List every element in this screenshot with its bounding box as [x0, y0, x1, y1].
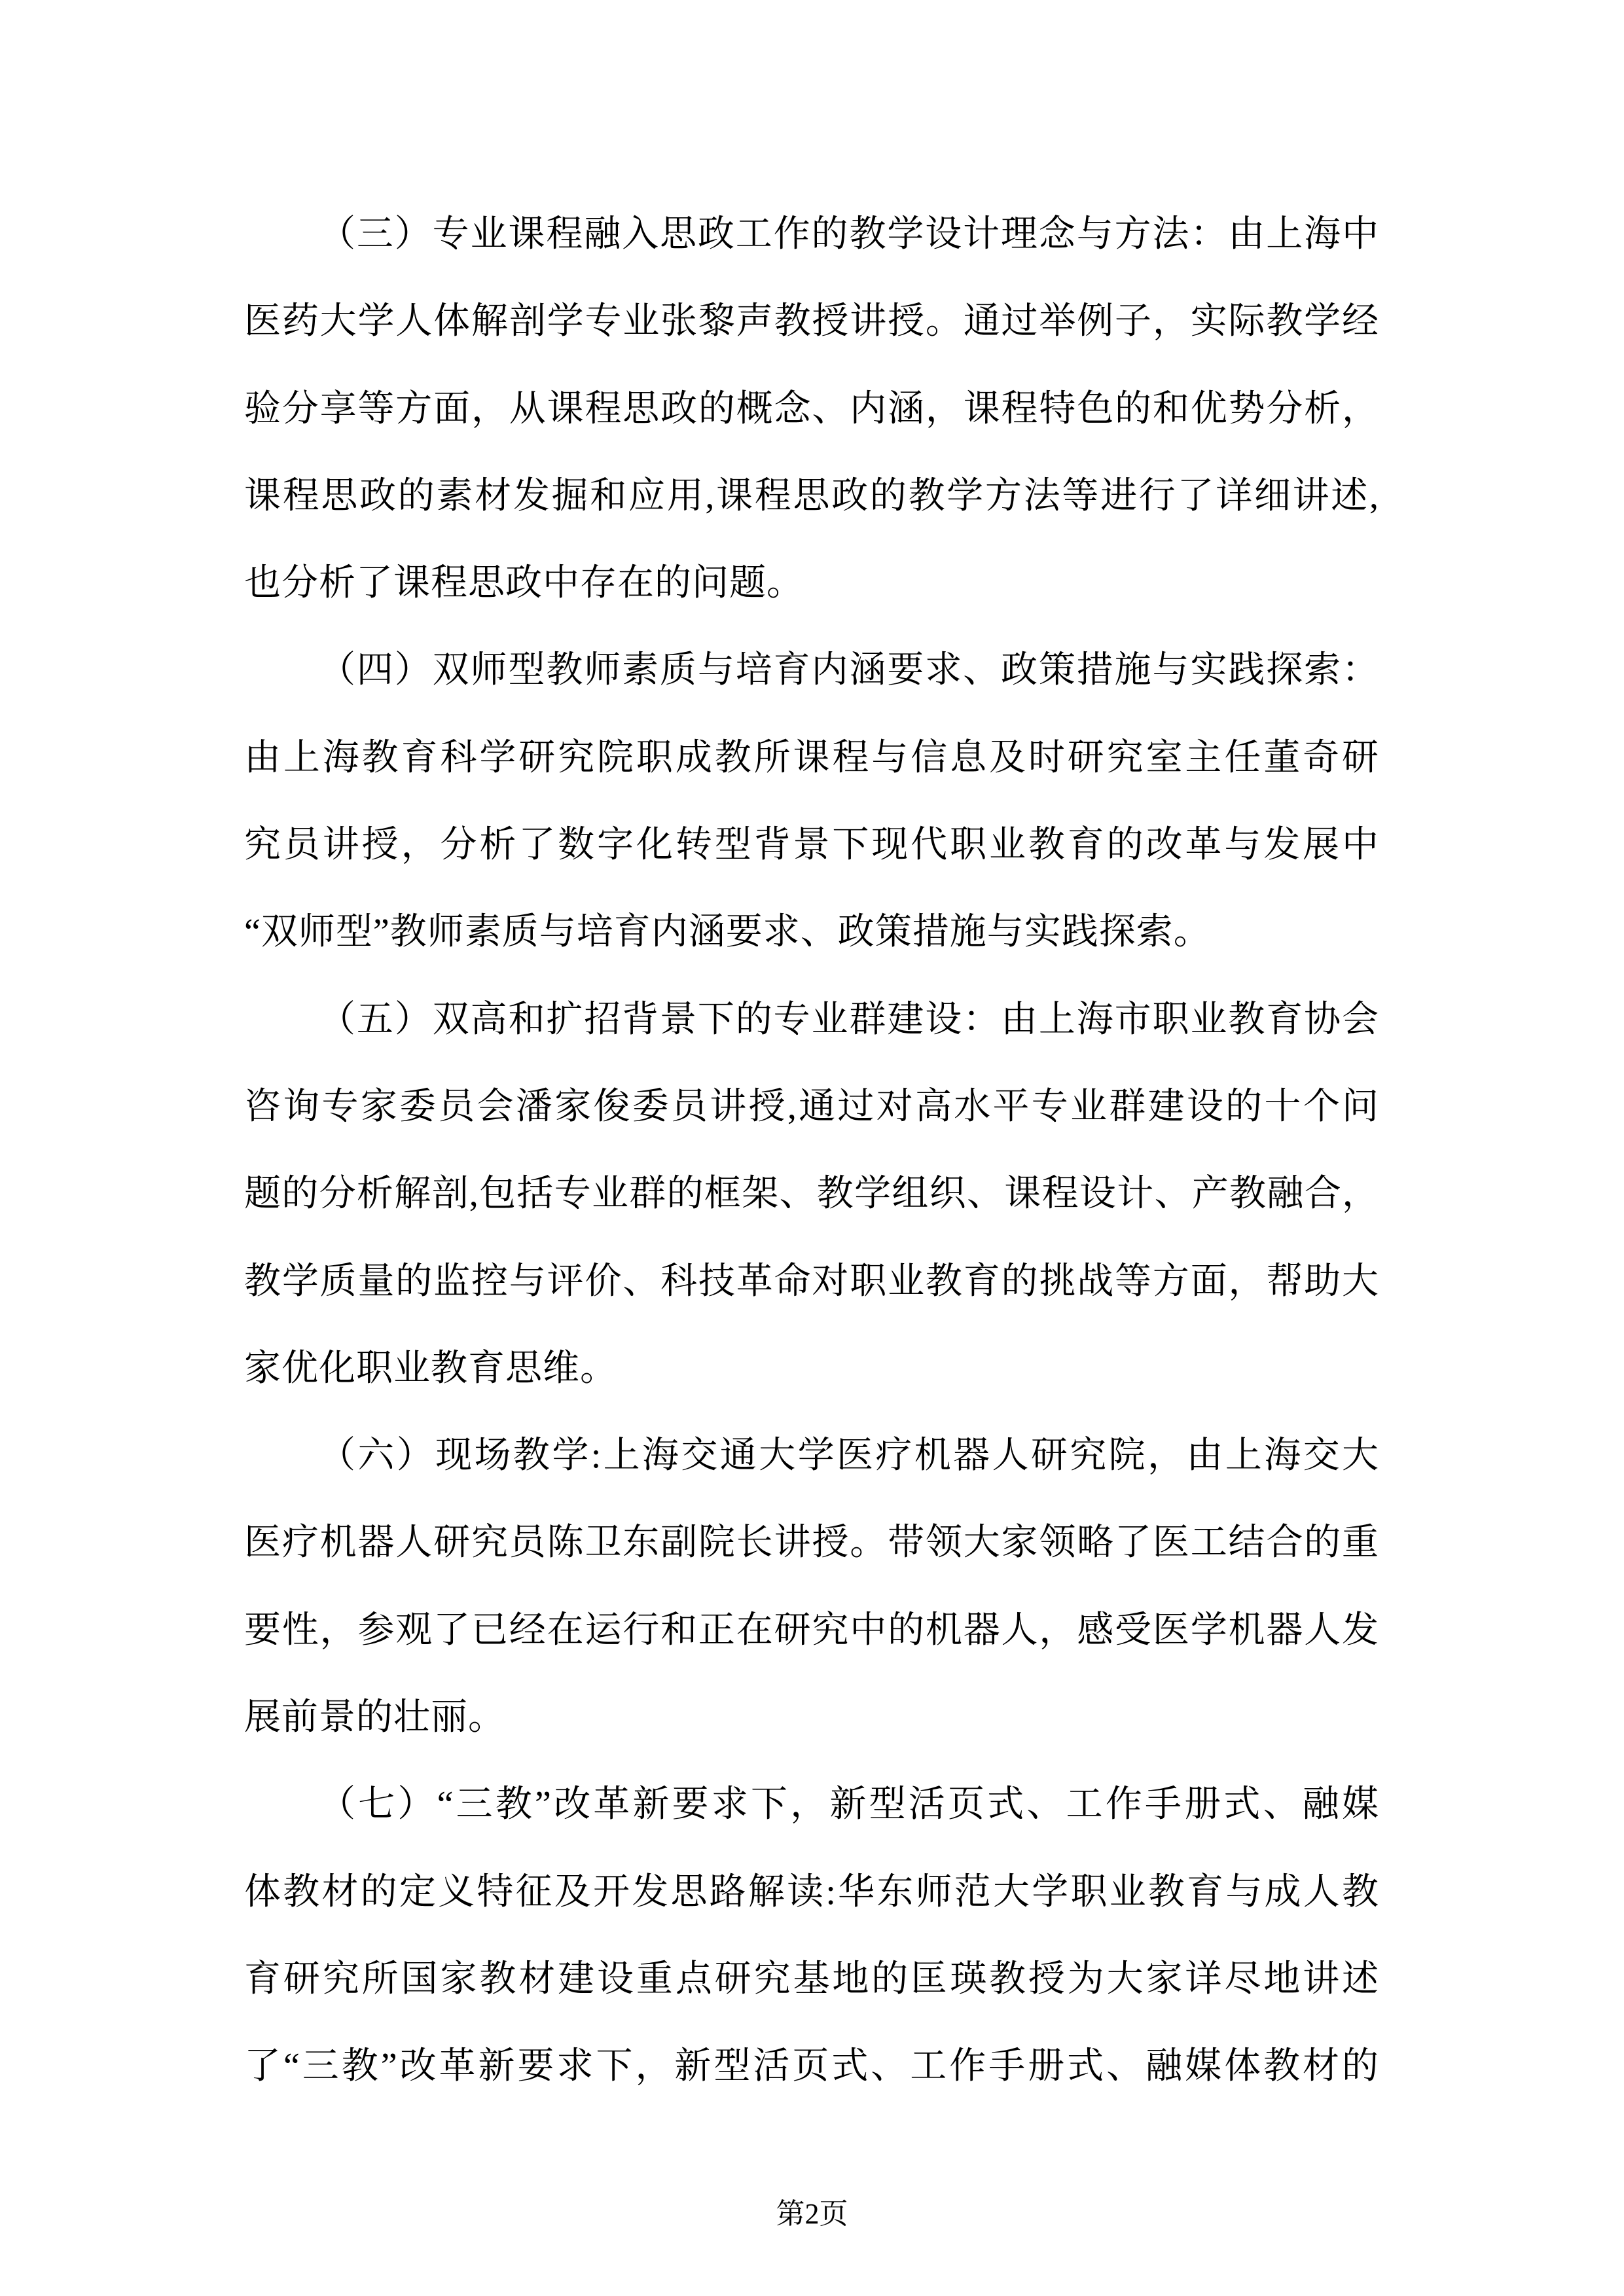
text-line: 课程思政的素材发掘和应用,课程思政的教学方法等进行了详细讲述,	[244, 475, 1379, 516]
text-line: 了“三教”改革新要求下，新型活页式、工作手册式、融媒体教材的	[244, 2046, 1379, 2087]
text-line: （七）“三教”改革新要求下，新型活页式、工作手册式、融媒	[319, 1784, 1379, 1825]
document-body	[244, 191, 1379, 2111]
text-line: “双师型”教师素质与培育内涵要求、政策措施与实践探索。	[244, 912, 1211, 953]
text-line: 体教材的定义特征及开发思路解读:华东师范大学职业教育与成人教	[244, 1871, 1379, 1912]
text-line: 验分享等方面，从课程思政的概念、内涵，课程特色的和优势分析，	[244, 388, 1379, 429]
text-line: （五）双高和扩招背景下的专业群建设：由上海市职业教育协会	[319, 999, 1379, 1040]
text-line: （六）现场教学:上海交通大学医疗机器人研究院，由上海交大	[319, 1435, 1379, 1477]
text-line: 展前景的壮丽。	[244, 1697, 505, 1738]
text-line: 也分析了课程思政中存在的问题。	[244, 563, 804, 604]
text-line: 究员讲授，分析了数字化转型背景下现代职业教育的改革与发展中	[244, 825, 1379, 866]
text-line: 教学质量的监控与评价、科技革命对职业教育的挑战等方面，帮助大	[244, 1261, 1379, 1302]
text-line: （四）双师型教师素质与培育内涵要求、政策措施与实践探索：	[319, 650, 1379, 691]
text-line: （三）专业课程融入思政工作的教学设计理念与方法：由上海中	[319, 214, 1379, 255]
text-line: 咨询专家委员会潘家俊委员讲授,通过对高水平专业群建设的十个问	[244, 1086, 1379, 1127]
text-line: 由上海教育科学研究院职成教所课程与信息及时研究室主任董奇研	[244, 737, 1379, 778]
text-line: 要性，参观了已经在运行和正在研究中的机器人，感受医学机器人发	[244, 1609, 1379, 1651]
page-footer	[0, 2194, 1624, 2234]
text-line: 医药大学人体解剖学专业张黎声教授讲授。通过举例子，实际教学经	[244, 301, 1379, 342]
text-line: 医疗机器人研究员陈卫东副院长讲授。带领大家领略了医工结合的重	[244, 1522, 1379, 1564]
text-line: 题的分析解剖,包括专业群的框架、教学组织、课程设计、产教融合，	[244, 1174, 1379, 1215]
text-line: 育研究所国家教材建设重点研究基地的匡瑛教授为大家详尽地讲述	[244, 1958, 1379, 2000]
text-line: 家优化职业教育思维。	[244, 1348, 617, 1389]
page-number: 第2页	[776, 2198, 848, 2230]
